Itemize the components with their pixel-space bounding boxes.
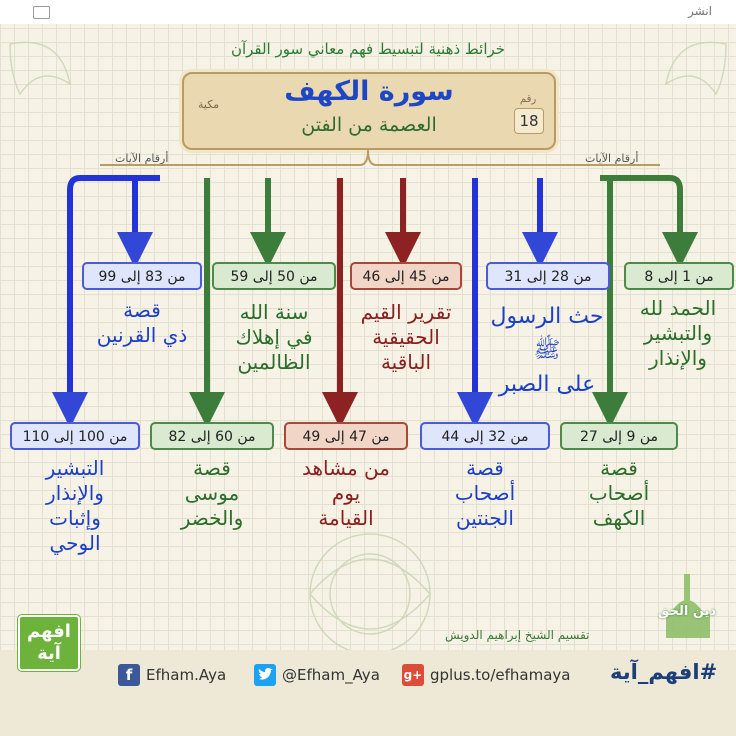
range-box-9-27: من 9 إلى 27 (560, 422, 678, 450)
desc-line: قصة (466, 456, 504, 480)
brace-line (100, 150, 660, 165)
desc-47-49 (284, 456, 408, 531)
share-link[interactable]: انشر (688, 4, 712, 18)
sura-number-label: رقم (520, 94, 537, 105)
desc-32-44 (420, 456, 550, 531)
desc-83-99 (80, 298, 204, 348)
desc-line: في إهلاك (235, 325, 313, 349)
desc-line: التبشير (45, 456, 105, 480)
google-plus-icon[interactable]: g+ (402, 664, 424, 686)
branch-label-right: أرقام الآيات (585, 152, 639, 165)
twitter-link[interactable]: @Efham_Aya (282, 666, 380, 684)
facebook-icon[interactable]: f (118, 664, 140, 686)
line-100-110 (70, 178, 160, 410)
desc-line: من مشاهد (302, 456, 390, 480)
range-box-60-82: من 60 إلى 82 (150, 422, 274, 450)
sura-theme: العصمة من الفتن (301, 114, 437, 136)
desc-line: والخضر (180, 506, 244, 530)
desc-line: الجنتين (456, 506, 514, 530)
facebook-link[interactable]: Efham.Aya (146, 666, 227, 684)
twitter-icon[interactable] (254, 664, 276, 686)
range-box-47-49: من 47 إلى 49 (284, 422, 408, 450)
desc-line: الظالمين (237, 350, 311, 374)
efham-aya-logo (18, 615, 80, 671)
range-box-83-99: من 83 إلى 99 (82, 262, 202, 290)
range-box-100-110: من 100 إلى 110 (10, 422, 140, 450)
desc-line: قصة (123, 298, 161, 322)
desc-50-59 (210, 300, 338, 375)
sura-number: 18 (514, 108, 544, 134)
desc-line: الكهف (592, 506, 646, 530)
range-box-50-59: من 50 إلى 59 (212, 262, 336, 290)
sura-name: سورة الكهف (284, 76, 454, 107)
desc-line: على الصبر (498, 372, 596, 397)
hashtag: #افهم_آية (610, 660, 718, 684)
range-box-1-8: من 1 إلى 8 (624, 262, 734, 290)
desc-line: أصحاب (454, 481, 516, 505)
branch-label-left: أرقام الآيات (115, 152, 169, 165)
desc-line: موسى (184, 481, 240, 505)
desc-line: الوحي (49, 531, 101, 555)
desc-1-8 (620, 296, 736, 371)
desc-line: قصة (193, 456, 231, 480)
range-box-45-46: من 45 إلى 46 (350, 262, 462, 290)
desc-9-27 (560, 456, 678, 531)
google-plus-link[interactable]: gplus.to/efhamaya (430, 666, 571, 684)
desc-line: وإثبات (49, 506, 101, 530)
desc-60-82 (150, 456, 274, 531)
desc-line: حث الرسول ﷺ (490, 304, 604, 363)
brand-right-text: دين الحق (657, 604, 717, 619)
range-box-28-31: من 28 إلى 31 (486, 262, 610, 290)
desc-line: والإنذار (649, 346, 707, 370)
desc-line: ذي القرنين (96, 323, 188, 347)
sura-type: مكية (198, 98, 220, 111)
range-box-32-44: من 32 إلى 44 (420, 422, 550, 450)
desc-line: القيامة (318, 506, 374, 530)
desc-line: أصحاب (588, 481, 650, 505)
desc-45-46 (344, 300, 468, 375)
desc-line: الحقيقية (372, 325, 440, 349)
credit-text: تقسيم الشيخ إبراهيم الدويش (445, 628, 590, 642)
desc-line: والتبشير (643, 321, 713, 345)
series-title: خرائط ذهنية لتبسيط فهم معاني سور القرآن (230, 40, 506, 58)
desc-line: الحمد لله (639, 296, 717, 320)
desc-100-110 (10, 456, 140, 556)
desc-line: سنة الله (239, 300, 309, 324)
desc-line: قصة (600, 456, 638, 480)
logo-text: افهم آية (27, 621, 71, 664)
desc-line: يوم (331, 481, 361, 505)
desc-28-31 (482, 300, 612, 402)
desc-line: تقرير القيم (360, 300, 452, 324)
desc-line: الباقية (380, 350, 432, 374)
desc-line: والإنذار (46, 481, 104, 505)
